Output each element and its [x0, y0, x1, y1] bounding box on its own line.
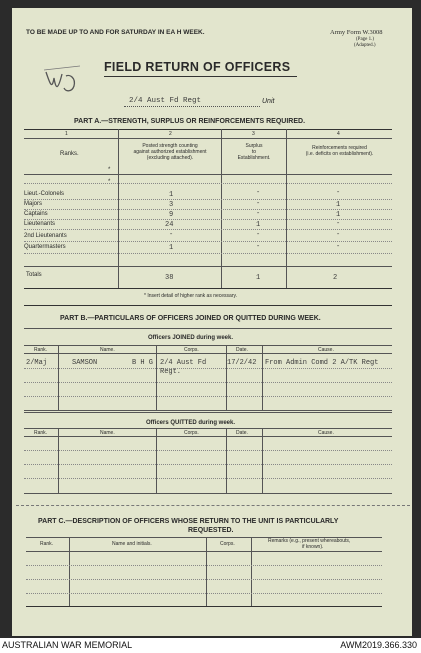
form-instruction: TO BE MADE UP TO AND FOR SATURDAY IN EA H WEEK. [26, 29, 205, 36]
surplus-value: - [256, 243, 261, 251]
joined-decoration: B H G [132, 359, 154, 367]
surplus-value: - [256, 231, 261, 239]
col-number-4: 4 [337, 131, 340, 137]
col-ranks-header: Ranks. [60, 151, 79, 157]
quitted-title: Officers QUITTED during week. [146, 420, 236, 426]
rank-label: Lieutenants [24, 221, 56, 227]
reinf-value: - [336, 231, 341, 239]
joined-date: 17/2/42 [227, 359, 257, 367]
rank-label: Captains [24, 211, 48, 217]
part-c-col-rank: Rank. [40, 541, 54, 547]
joined-col-cause: Cause. [318, 347, 334, 353]
part-c-col-remarks-1: Remarks (e.g., present whereabouts, [268, 538, 351, 544]
footer-accession: AWM2019.366.330 [340, 640, 417, 650]
part-c-col-name: Name and initials. [112, 541, 152, 547]
part-c-heading-1: PART C.—DESCRIPTION OF OFFICERS WHOSE RETURN TO THE UNIT IS PARTICULARLY [38, 518, 339, 525]
footer-source: AUSTRALIAN WAR MEMORIAL [2, 640, 133, 650]
form-number: Army Form W.3008 [330, 29, 383, 36]
col-surplus-header-2: to [251, 149, 257, 155]
reinf-value: - [336, 220, 341, 228]
part-c-col-remarks-2: if known). [302, 544, 324, 550]
surplus-value: - [256, 200, 261, 208]
joined-corps-1: 2/4 Aust Fd [160, 359, 207, 367]
reinf-value: 1 [336, 201, 341, 209]
form-adapted: (Adapted.) [354, 43, 376, 48]
posted-value: 3 [169, 201, 174, 209]
posted-value: 24 [165, 221, 174, 229]
rank-label: 2nd Lieutenants [24, 233, 67, 239]
unit-value: 2/4 Aust Fd Regt [129, 97, 202, 105]
rank-label: Lieut.-Colonels [24, 191, 65, 197]
reinf-value: - [336, 243, 341, 251]
col-posted-header-1: Posted strength counting [142, 143, 198, 149]
col-number-3: 3 [252, 131, 255, 137]
joined-corps-2: Regt. [160, 368, 182, 376]
surplus-value: - [256, 210, 261, 218]
quitted-col-cause: Cause. [318, 430, 334, 436]
posted-value: - [169, 231, 174, 239]
part-c-heading-2: REQUESTED. [188, 527, 234, 534]
handwritten-mark-icon [40, 64, 84, 98]
rank-label: Quartermasters [24, 244, 66, 250]
col-number-2: 2 [169, 131, 172, 137]
surplus-value: - [256, 189, 261, 197]
unit-label: Unit [262, 98, 275, 105]
part-a-heading: PART A.—STRENGTH, SURPLUS OR REINFORCEMENTS REQUIRED. [74, 118, 306, 125]
quitted-col-name: Name. [100, 430, 115, 436]
joined-cause: From Admin Comd 2 A/TK Regt [265, 359, 379, 367]
rank-label: Majors [24, 201, 43, 207]
posted-value: 1 [169, 191, 174, 199]
totals-label: Totals [26, 272, 42, 278]
col-reinf-header-2: (i.e. deficits on establishment). [305, 151, 374, 157]
col-surplus-header-1: Surplus [245, 143, 263, 149]
col-posted-header-2: against authorized establishment [133, 149, 207, 155]
asterisk-row-2: * [108, 179, 111, 185]
posted-value: 1 [169, 244, 174, 252]
joined-col-rank: Rank. [34, 347, 48, 353]
joined-col-corps: Corps. [184, 347, 199, 353]
quitted-col-date: Date. [236, 430, 248, 436]
col-surplus-header-3: Establishment. [237, 155, 271, 161]
quitted-col-corps: Corps. [184, 430, 199, 436]
reinf-value: - [336, 189, 341, 197]
part-b-heading: PART B.—PARTICULARS OF OFFICERS JOINED OR QUITTED DURING WEEK. [60, 315, 321, 322]
col-reinf-header-1: Reinforcements required [312, 145, 367, 151]
totals-surplus: 1 [256, 274, 261, 282]
joined-name: SAMSON [72, 359, 98, 367]
surplus-value: 1 [256, 221, 261, 229]
col-posted-header-3: (excluding attached). [146, 155, 194, 161]
totals-reinf: 2 [333, 274, 338, 282]
asterisk-row-1: * [108, 167, 111, 173]
field-return-form [12, 8, 412, 636]
form-page: (Page 1.) [356, 37, 375, 42]
posted-value: 9 [169, 211, 174, 219]
form-title: FIELD RETURN OF OFFICERS [104, 60, 291, 74]
joined-col-date: Date. [236, 347, 248, 353]
joined-title: Officers JOINED during week. [148, 335, 234, 341]
col-number-1: 1 [65, 131, 68, 137]
joined-col-name: Name. [100, 347, 115, 353]
totals-posted: 38 [165, 274, 174, 282]
part-a-footnote: * Insert detail of higher rank as necessary. [144, 293, 238, 299]
reinf-value: 1 [336, 211, 341, 219]
part-c-col-corps: Corps. [220, 541, 235, 547]
joined-rank: 2/Maj [26, 359, 48, 367]
quitted-col-rank: Rank. [34, 430, 48, 436]
